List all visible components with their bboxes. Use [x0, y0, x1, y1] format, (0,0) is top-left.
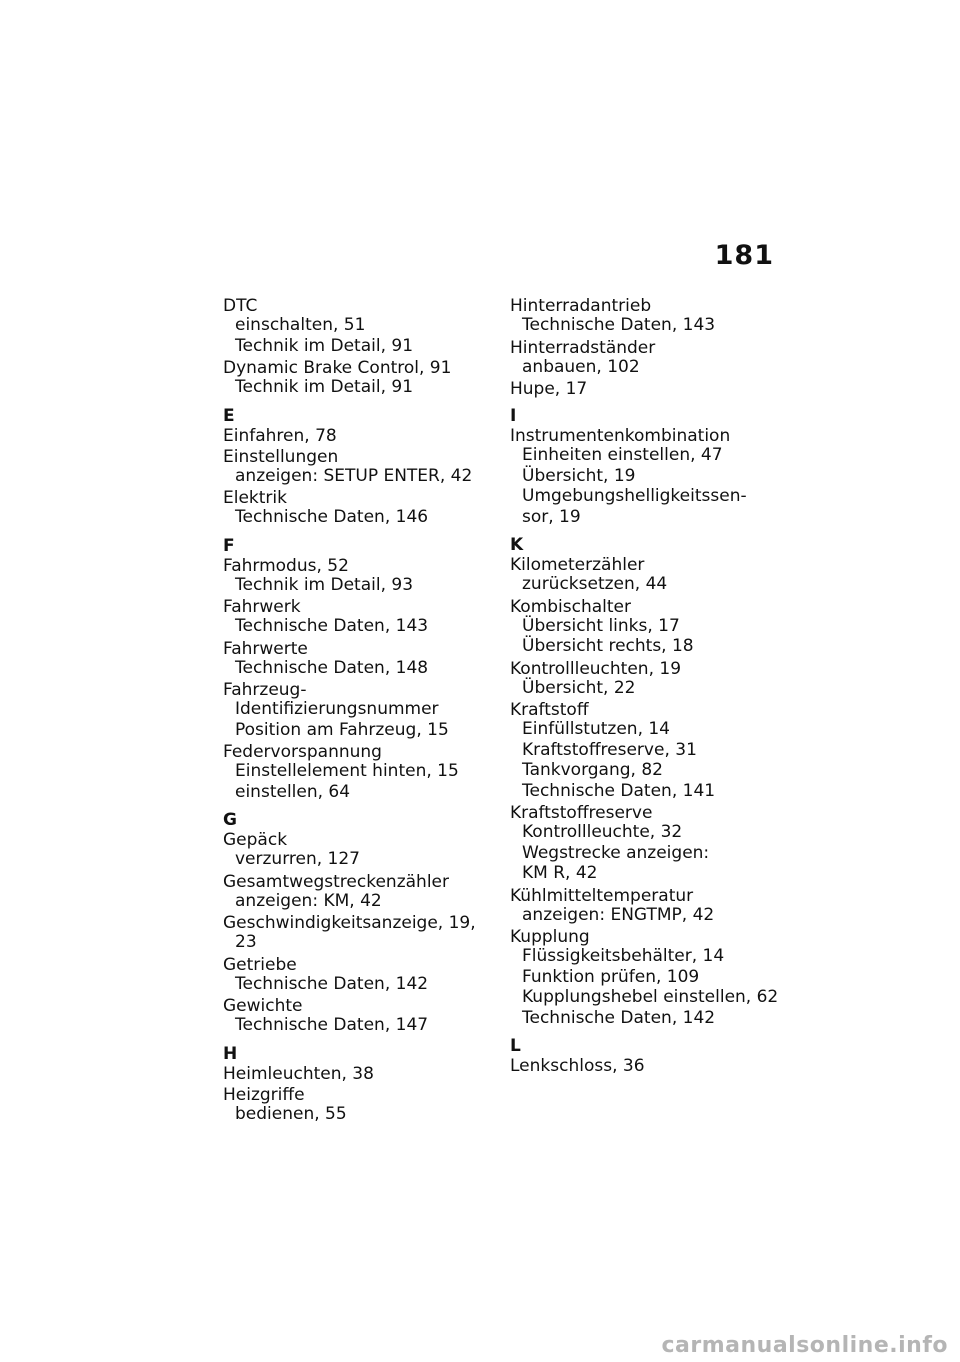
index-subentry: einschalten, 51 [235, 315, 366, 335]
index-subentry: Technische Daten, 141 [522, 780, 716, 801]
index-subentry: Technik im Detail, 91 [235, 335, 414, 356]
index-column-right [510, 294, 800, 1075]
index-entry: Einfahren, 78 [223, 425, 337, 446]
index-entry: Kupplung [510, 927, 590, 947]
index-entry: Kontrollleuchten, 19 [510, 658, 682, 679]
index-letter-heading: E [223, 405, 235, 426]
index-subentry: Technische Daten, 146 [235, 507, 429, 527]
index-subentry: anzeigen: ENGTMP, 42 [522, 904, 715, 925]
index-entry: Fahrwerte [223, 638, 308, 659]
index-subentry: anzeigen: SETUP ENTER, 42 [235, 465, 473, 486]
index-letter-heading: I [510, 406, 517, 426]
index-subentry: Technische Daten, 142 [522, 1007, 716, 1028]
index-entry: Lenkschloss, 36 [510, 1056, 645, 1076]
index-letter-heading: L [510, 1036, 521, 1056]
index-subentry: KM R, 42 [522, 863, 598, 883]
index-subentry: Technische Daten, 148 [235, 657, 429, 678]
index-subentry: Identifizierungsnummer [235, 699, 439, 719]
index-entry: DTC [223, 296, 258, 316]
index-entry: Heimleuchten, 38 [223, 1063, 374, 1084]
index-subentry: anbauen, 102 [522, 356, 640, 377]
index-subentry: zurücksetzen, 44 [522, 574, 668, 594]
index-subentry: Kontrollleuchte, 32 [522, 822, 683, 842]
index-subentry: Flüssigkeitsbehälter, 14 [522, 946, 725, 966]
index-entry: Kraftstoff [510, 700, 589, 720]
index-letter-heading: F [223, 535, 235, 556]
index-entry: Kilometerzähler [510, 555, 645, 575]
index-subentry: Technik im Detail, 91 [235, 377, 414, 397]
index-entry: Instrumentenkombination [510, 426, 731, 446]
index-entry: Hupe, 17 [510, 379, 588, 399]
index-entry: Elektrik [223, 488, 287, 508]
index-subentry: Übersicht, 19 [522, 465, 636, 486]
index-subentry: Kraftstoffreserve, 31 [522, 739, 697, 760]
index-subentry: Technische Daten, 147 [235, 1015, 429, 1035]
page-number: 181 [714, 240, 774, 271]
index-subentry: Tankvorgang, 82 [522, 760, 663, 780]
index-entry: Heizgriffe [223, 1084, 305, 1105]
index-entry: Gesamtwegstreckenzähler [223, 871, 449, 892]
index-entry: Gepäck [223, 830, 288, 850]
index-entry: Einstellungen [223, 446, 339, 467]
index-subentry: Funktion prüfen, 109 [522, 966, 700, 987]
index-subentry: Technische Daten, 143 [522, 315, 716, 335]
index-subentry: anzeigen: KM, 42 [235, 890, 382, 911]
index-subentry: verzurren, 127 [235, 849, 361, 869]
index-entry: Dynamic Brake Control, 91 [223, 358, 452, 378]
index-letter-heading: G [223, 810, 237, 830]
index-subentry: Wegstrecke anzeigen: [522, 842, 710, 863]
watermark: carmanualsonline.info [661, 1333, 948, 1358]
index-entry: Kühlmitteltemperatur [510, 885, 694, 906]
index-letter-heading: H [223, 1043, 238, 1064]
index-subentry: Technische Daten, 143 [235, 616, 429, 636]
index-subentry: Einstellelement hinten, 15 [235, 761, 459, 781]
index-entry: Fahrmodus, 52 [223, 555, 349, 576]
index-column-left [223, 294, 503, 1124]
index-subentry: einstellen, 64 [235, 781, 351, 802]
index-entry: Fahrzeug- [223, 680, 307, 700]
index-subentry: Einheiten einstellen, 47 [522, 445, 723, 465]
index-subentry: sor, 19 [522, 506, 581, 527]
index-entry: Fahrwerk [223, 597, 301, 617]
index-subentry: Technik im Detail, 93 [235, 574, 414, 595]
index-subentry: Kupplungshebel einstellen, 62 [522, 987, 779, 1007]
index-subentry: Übersicht links, 17 [522, 615, 680, 636]
index-entry: Hinterradständer [510, 337, 656, 358]
index-entry: Kraftstoffreserve [510, 803, 653, 823]
index-entry: Hinterradantrieb [510, 296, 652, 316]
index-entry: Federvorspannung [223, 742, 382, 762]
index-subentry: Technische Daten, 142 [235, 973, 429, 994]
index-subentry: Übersicht rechts, 18 [522, 636, 694, 656]
index-entry: Gewichte [223, 996, 303, 1016]
index-subentry: bedienen, 55 [235, 1103, 347, 1124]
index-subentry: 23 [235, 932, 257, 952]
index-entry: Geschwindigkeitsanzeige, 19, [223, 913, 476, 933]
index-subentry: Umgebungshelligkeitssen- [522, 486, 747, 506]
index-subentry: Einfüllstutzen, 14 [522, 719, 671, 739]
index-letter-heading: K [510, 535, 524, 555]
index-entry: Kombischalter [510, 596, 632, 617]
index-subentry: Übersicht, 22 [522, 677, 636, 698]
index-entry: Getriebe [223, 954, 297, 975]
index-subentry: Position am Fahrzeug, 15 [235, 719, 449, 740]
